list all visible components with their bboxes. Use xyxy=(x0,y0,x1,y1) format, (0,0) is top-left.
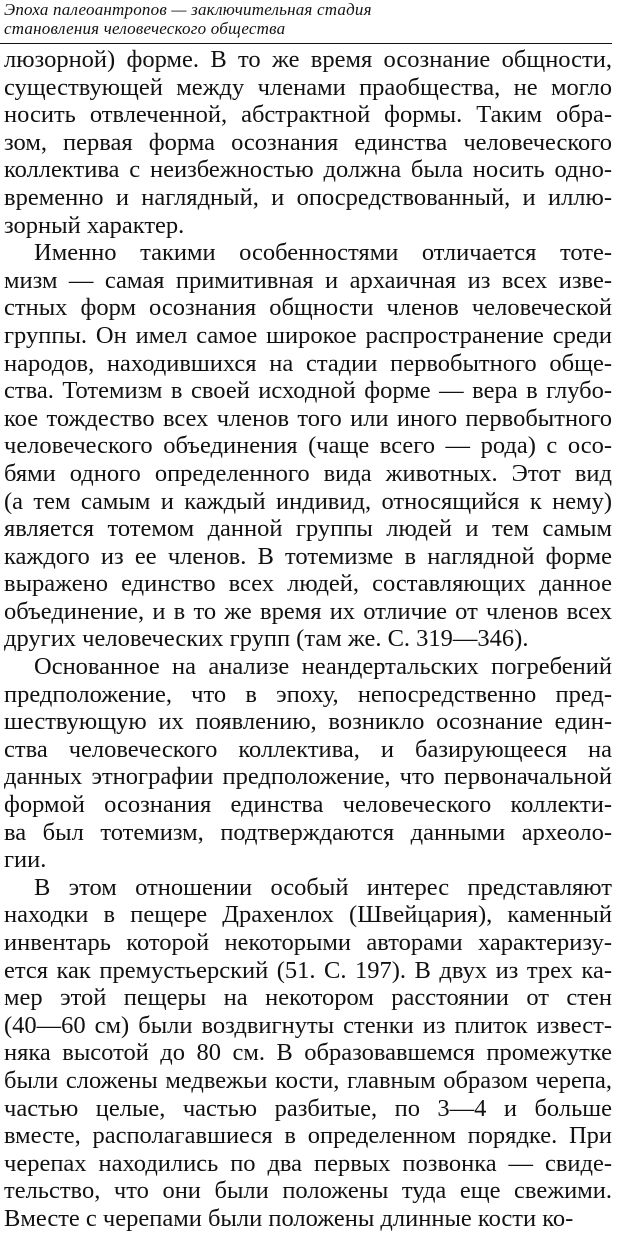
text-line: каждого из ее членов. В тотемизме в наглядной форме xyxy=(4,542,612,570)
text-line: Вместе с черепами были положены длинные кости ко- xyxy=(4,1204,574,1232)
running-head-line-1: Эпоха палеоантропов — заключительная стадия xyxy=(4,0,372,19)
text-line: гии. xyxy=(4,846,47,874)
text-line: группы. Он имел самое широкое распространение среди xyxy=(4,321,612,349)
text-line: ется как премустьерский (51. С. 197). В двух из трех ка- xyxy=(4,956,612,984)
paragraph xyxy=(4,874,612,1233)
text-line: инвентарь которой некоторыми авторами характеризу- xyxy=(4,929,612,956)
text-line: вместе, располагавшиеся в определенном порядке. При xyxy=(4,1122,612,1150)
text-line: временно и наглядный, и опосредствованный, и иллю- xyxy=(4,183,612,211)
text-line: других человеческих групп (там же. С. 319—346). xyxy=(4,625,529,653)
text-line: бями одного определенного вида животных. Этот вид xyxy=(4,459,612,487)
text-line: тельство, что они были положены туда еще свежими. xyxy=(4,1177,612,1205)
text-line: существующей между членами праобщества, не могло xyxy=(4,73,612,101)
text-line: (а тем самым и каждый индивид, относящийся к нему) xyxy=(4,487,612,515)
text-line: люзорной) форме. В то же время осознание общности, xyxy=(4,46,612,73)
text-line: народов, находившихся на стадии первобытного обще- xyxy=(4,349,612,377)
text-line: ства человеческого коллектива, и базирующееся на xyxy=(4,735,612,763)
text-line: является тотемом данной группы людей и тем самым xyxy=(4,515,612,543)
header-divider xyxy=(0,43,612,44)
text-line: Основанное на анализе неандертальских погребений xyxy=(34,653,612,681)
paragraph xyxy=(4,46,612,239)
text-line: мизм — самая примитивная и архаичная из всех изве- xyxy=(4,266,612,294)
text-line: формой осознания единства человеческого коллекти- xyxy=(4,791,612,819)
running-head xyxy=(4,0,612,38)
text-line: (40—60 см) были воздвигнуты стенки из плиток извест- xyxy=(4,1011,612,1039)
paragraph xyxy=(4,653,612,874)
text-line: няка высотой до 80 см. В образовавшемся промежутке xyxy=(4,1039,612,1067)
text-line: предположение, что в эпоху, непосредственно пред- xyxy=(4,680,612,708)
text-line: данных этнографии предположение, что первоначальной xyxy=(4,763,612,791)
text-line: шествующую их появлению, возникло осознание един- xyxy=(4,708,612,736)
text-line: коллектива с неизбежностью должна была носить одно- xyxy=(4,156,612,184)
body-text xyxy=(4,46,612,1233)
text-line: были сложены медвежьи кости, главным образом черепа, xyxy=(4,1066,612,1094)
text-line: выражено единство всех людей, составляющих данное xyxy=(4,570,612,598)
text-line: зом, первая форма осознания единства человеческого xyxy=(4,128,612,156)
text-line: стных форм осознания общности членов человеческой xyxy=(4,294,612,322)
text-line: черепах находились по два первых позвонка — свиде- xyxy=(4,1149,612,1177)
text-line: кое тождество всех членов того или иного первобытного xyxy=(4,404,612,432)
paragraph xyxy=(4,239,612,653)
text-line: человеческого объединения (чаще всего — рода) с осо- xyxy=(4,432,612,460)
text-line: Именно такими особенностями отличается тоте- xyxy=(34,239,612,267)
text-line: находки в пещере Драхенлох (Швейцария), каменный xyxy=(4,901,612,929)
text-line: носить отвлеченной, абстрактной формы. Таким обра- xyxy=(4,101,612,129)
text-line: В этом отношении особый интерес представляют xyxy=(34,873,612,901)
text-line: частью целые, частью разбитые, по 3—4 и больше xyxy=(4,1094,612,1122)
text-line: мер этой пещеры на некотором расстоянии от стен xyxy=(4,984,612,1012)
text-line: ства. Тотемизм в своей исходной форме — вера в глубо- xyxy=(4,377,612,405)
running-head-line-2: становления человеческого общества xyxy=(4,19,286,38)
text-line: зорный характер. xyxy=(4,211,185,239)
text-line: ва был тотемизм, подтверждаются данными археоло- xyxy=(4,818,612,846)
text-line: объединение, и в то же время их отличие от членов всех xyxy=(4,597,612,625)
